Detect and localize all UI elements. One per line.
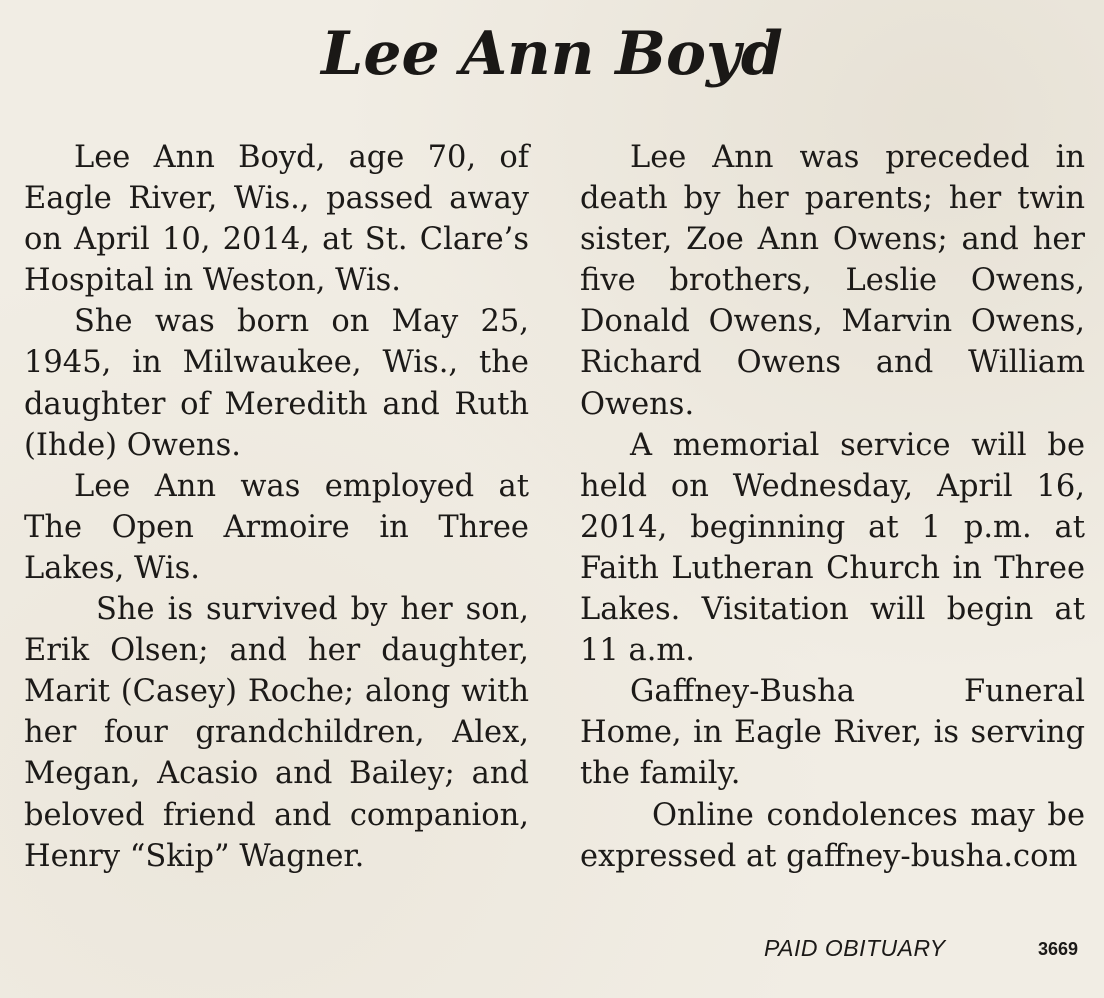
paragraph-death-notice: Lee Ann Boyd, age 70, of Eagle River, Wis., passed away on April 10, 2014, at St. Clare’s Hospital in Weston, Wis. xyxy=(24,140,529,299)
paragraph-condolences: Online condolences may be expressed at gaffney-busha.com xyxy=(580,797,1085,874)
paragraph-employment: Lee Ann was employed at The Open Armoire in Three Lakes, Wis. xyxy=(24,468,529,586)
paid-obituary-label: PAID OBITUARY xyxy=(764,935,946,961)
right-column xyxy=(580,137,1085,877)
paragraph-memorial-service: A memorial service will be held on Wednesday, April 16, 2014, beginning at 1 p.m. at Faith Lutheran Church in Three Lakes. Visitation will begin at 11 a.m. xyxy=(580,427,1085,669)
paragraph-birth: She was born on May 25, 1945, in Milwaukee, Wis., the daughter of Meredith and Ruth (Ihde) Owens. xyxy=(24,304,529,463)
paragraph-survivors: She is survived by her son, Erik Olsen; and her daughter, Marit (Casey) Roche; along with her four grandchildren, Alex, Megan, Acasio and Bailey; and beloved friend and companion, Henry “Skip” Wagner. xyxy=(24,592,529,874)
paragraph-funeral-home: Gaffney-Busha Funeral Home, in Eagle River, is serving the family. xyxy=(580,674,1085,792)
left-column xyxy=(24,137,529,877)
paragraph-preceded: Lee Ann was preceded in death by her parents; her twin sister, Zoe Ann Owens; and her five brothers, Leslie Owens, Donald Owens, Marvin Owens, Richard Owens and William Owens. xyxy=(580,140,1085,422)
obituary-title: Lee Ann Boyd xyxy=(321,19,783,89)
ad-code: 3669 xyxy=(1038,939,1079,959)
